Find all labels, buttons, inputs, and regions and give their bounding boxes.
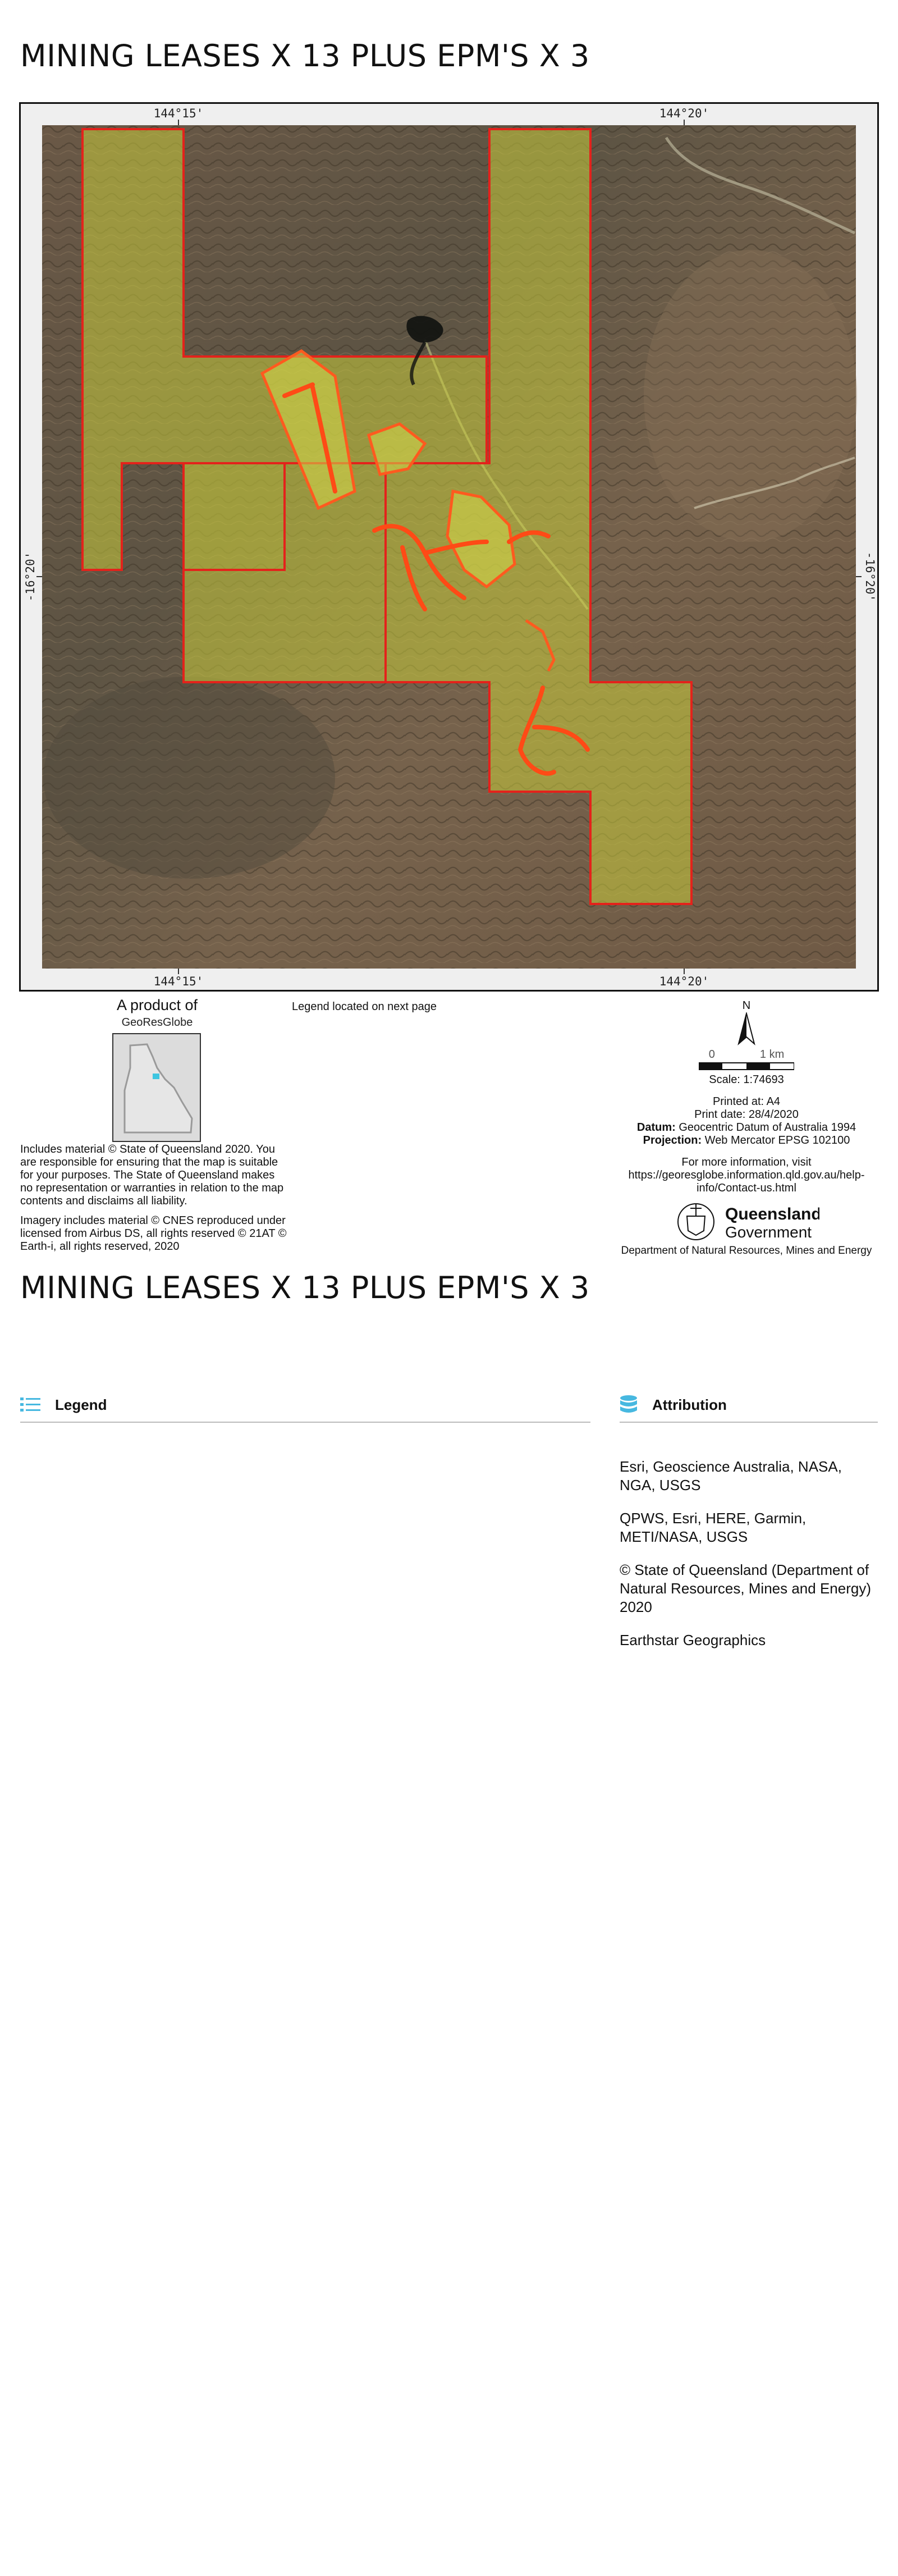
page-title-repeat: MINING LEASES X 13 PLUS EPM'S X 3: [20, 1270, 590, 1305]
database-icon: [620, 1395, 638, 1415]
map-location-marker: [153, 1074, 159, 1079]
north-label: N: [742, 999, 751, 1012]
contact-url[interactable]: https://georesglobe.information.qld.gov.au/help-info/Contact-us.html: [628, 1169, 865, 1194]
attribution-label: Attribution: [652, 1396, 727, 1413]
map-canvas[interactable]: [21, 104, 877, 990]
scale-end: 1 km: [759, 1048, 785, 1061]
product-credit: [90, 996, 224, 1029]
list-icon: [20, 1396, 40, 1413]
legend-label: Legend: [55, 1396, 107, 1413]
attribution-item: QPWS, Esri, HERE, Garmin, METI/NASA, USGS: [620, 1510, 807, 1545]
department-name: Department of Natural Resources, Mines and Energy: [621, 1245, 872, 1257]
north-arrow-icon: [735, 1012, 758, 1046]
disclaimer-text: Includes material © State of Queensland 2020. You are responsible for ensuring that the map is suitable for your purposes. The State of Queensland makes no representation or warranties in relation to the map contents and disclaims all liability.: [20, 1143, 284, 1207]
attribution-item: Earthstar Geographics: [620, 1632, 766, 1648]
queensland-government-logo: [674, 1199, 819, 1244]
coat-of-arms-icon: [678, 1204, 714, 1240]
map-frame[interactable]: [19, 102, 879, 992]
imagery-credit: Imagery includes material © CNES reproduced under licensed from Airbus DS, all rights reserved © 21AT © Earth-i, all rights reserved, 2020: [20, 1214, 287, 1253]
disclaimer: [20, 1143, 290, 1260]
more-info: For more information, visit: [681, 1156, 812, 1168]
queensland-outline-icon: [125, 1044, 192, 1132]
attribution-list: [620, 1458, 878, 1664]
product-name: GeoResGlobe: [121, 1016, 193, 1029]
page-title: MINING LEASES X 13 PLUS EPM'S X 3: [20, 38, 590, 74]
product-line: A product of: [116, 997, 198, 1013]
logo-line-1: Queensland: [725, 1205, 819, 1223]
map-info-block: [617, 999, 876, 1195]
scale-text: Scale: 1:74693: [709, 1074, 784, 1086]
attribution-item: Esri, Geoscience Australia, NASA, NGA, USGS: [620, 1458, 842, 1493]
datum-line: Datum: Geocentric Datum of Australia 1994: [636, 1121, 856, 1134]
locator-inset-map: [112, 1033, 201, 1142]
tick-bottom-left: 144°15': [153, 975, 204, 988]
legend-header: [20, 1388, 590, 1423]
tick-left: -16°20': [24, 551, 37, 602]
logo-line-2: Government: [725, 1223, 812, 1241]
attribution-item: © State of Queensland (Department of Natural Resources, Mines and Energy) 2020: [620, 1561, 871, 1615]
print-date: Print date: 28/4/2020: [694, 1108, 799, 1121]
scale-zero: 0: [708, 1048, 715, 1061]
tick-bottom-right: 144°20': [659, 975, 709, 988]
legend-note: Legend located on next page: [292, 1001, 437, 1013]
projection-line: Projection: Web Mercator EPSG 102100: [643, 1134, 850, 1147]
attribution-header: [620, 1388, 878, 1423]
tick-top-right: 144°20': [659, 107, 709, 120]
tick-top-left: 144°15': [153, 107, 204, 120]
printed-at: Printed at: A4: [712, 1095, 781, 1108]
epm-inner-square[interactable]: [184, 463, 285, 570]
tick-right: -16°20': [863, 551, 877, 602]
scale-bar: [699, 1062, 794, 1070]
